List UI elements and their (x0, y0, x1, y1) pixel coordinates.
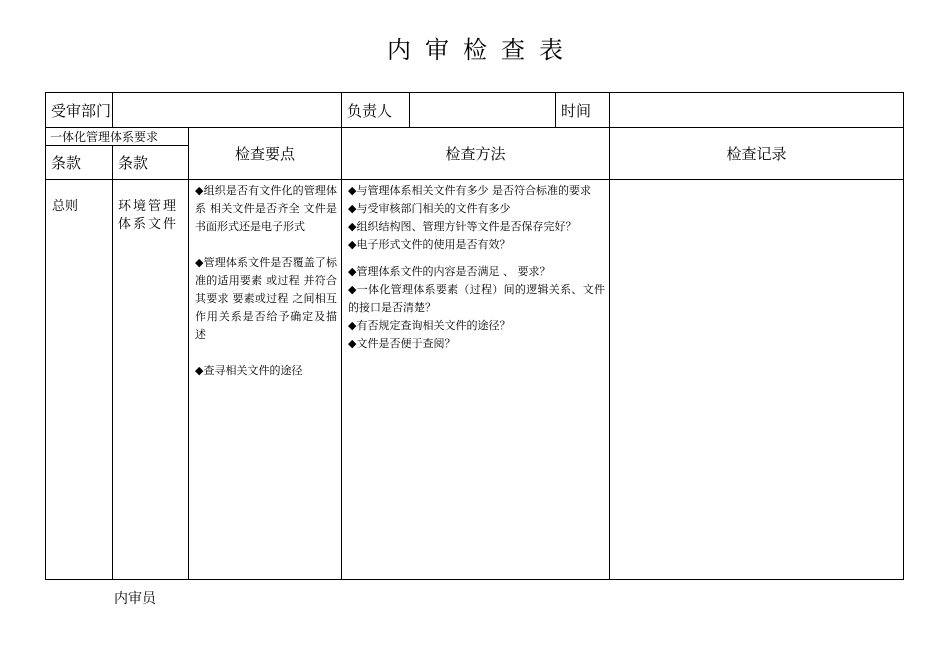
key-points-header: 检查要点 (189, 128, 342, 180)
methods-header: 检查方法 (342, 128, 610, 180)
owner-value-cell[interactable] (410, 93, 555, 127)
checklist-row (46, 180, 904, 580)
page-title: 内审检查表 (387, 36, 577, 64)
dept-label: 受审部门 (46, 93, 113, 128)
method-item: ◆一体化管理体系要素（过程）间的逻辑关系、文件的接口是否清楚？ (348, 283, 605, 314)
key-points-cell (189, 180, 342, 580)
column-header-row-1 (46, 128, 904, 146)
clause-header: 条款 (46, 146, 113, 180)
owner-cell (342, 93, 556, 128)
records-header: 检查记录 (610, 128, 904, 180)
method-item: ◆电子形式文件的使用是否有效？ (348, 238, 511, 251)
key-point-item: ◆管理体系文件是否覆盖了标准的适用要素 或过程 并符合其要求 要素或过程 之间相互作用关系是否给予确定及描述 (195, 256, 337, 341)
method-item: ◆管理体系文件的内容是否满足 、 要求？ (348, 265, 551, 278)
system-requirement-header: 一体化管理体系要求 (46, 128, 189, 146)
clause-cell: 总则 (46, 180, 113, 580)
item-header: 条款 (113, 146, 189, 180)
auditor-label: 内审员 (114, 591, 156, 607)
audit-checklist-table (45, 92, 904, 580)
dept-value-cell[interactable] (113, 93, 342, 128)
method-item: ◆与管理体系相关文件有多少 是否符合标准的要求 (348, 184, 591, 197)
time-value-cell[interactable] (610, 93, 904, 128)
methods-cell (342, 180, 610, 580)
header-row (46, 93, 904, 128)
method-item: ◆有否规定查询相关文件的途径？ (348, 319, 511, 332)
time-label: 时间 (556, 93, 610, 128)
item-cell: 环境管理体系文件 (113, 180, 189, 580)
method-item: ◆文件是否便于查阅？ (348, 337, 456, 350)
key-point-item: ◆查寻相关文件的途径 (195, 364, 303, 377)
method-item: ◆组织结构图、管理方针等文件是否保存完好？ (348, 220, 577, 233)
record-cell[interactable] (610, 180, 904, 580)
key-point-item: ◆组织是否有文件化的管理体系 相关文件是否齐全 文件是书面形式还是电子形式 (195, 184, 337, 233)
method-item: ◆与受审核部门相关的文件有多少 (348, 202, 511, 215)
owner-label: 负责人 (342, 93, 410, 127)
